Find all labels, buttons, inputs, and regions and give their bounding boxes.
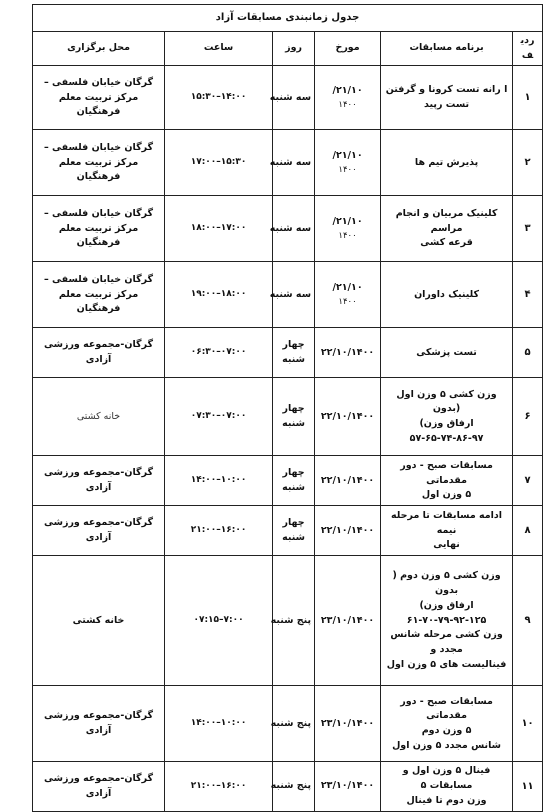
- program-line: ۶۱-۷۰-۷۹-۹۲-۱۲۵: [406, 614, 487, 626]
- program-line: ادامه مسابقات تا مرحله نیمه: [391, 509, 503, 536]
- location-line: مرکز تربیت معلم: [58, 288, 139, 300]
- program-line: پذیرش تیم ها: [414, 156, 479, 168]
- program-line: وزن دوم تا فینال: [406, 794, 487, 806]
- table-row: [33, 262, 543, 328]
- location-line: مرکز تربیت معلم: [58, 91, 139, 103]
- time-cell: ۱۷:۰۰–۱۵:۳۰: [165, 130, 273, 196]
- day-line: شنبه: [282, 481, 305, 493]
- day-line: چهار: [282, 517, 305, 529]
- day-cell: [273, 378, 315, 456]
- date-cell: [315, 66, 381, 130]
- program-line: مسابقات صبح - دور مقدماتی: [400, 695, 493, 722]
- schedule-table: [32, 4, 543, 812]
- table-row: [33, 378, 543, 456]
- location-line: فرهنگیان: [76, 237, 121, 249]
- date-line: ۱۴۰۰: [338, 164, 357, 175]
- location-line: گرگان خیابان فلسفی –: [43, 273, 154, 285]
- location-line: فرهنگیان: [76, 106, 121, 118]
- location-line: آزادی: [85, 531, 112, 543]
- table-row: [33, 556, 543, 686]
- time-cell: ۱۵:۳۰–۱۴:۰۰: [165, 66, 273, 130]
- date-cell: ۲۲/۱۰/۱۴۰۰: [315, 328, 381, 378]
- day-cell: [270, 556, 315, 686]
- row-number-cell: ۹: [513, 556, 543, 686]
- program-line: ۵ وزن اول: [421, 489, 472, 501]
- date-cell: ۲۳/۱۰/۱۴۰۰: [315, 556, 381, 686]
- location-cell: [33, 378, 165, 456]
- day-cell: [273, 328, 315, 378]
- location-line: فرهنگیان: [76, 303, 121, 315]
- table-row: [33, 130, 543, 196]
- time-cell: ۰۷:۱۵–۷:۰۰: [165, 556, 273, 686]
- time-cell: ۱۴:۰۰–۱۰:۰۰: [165, 456, 273, 506]
- table-body: [33, 66, 543, 811]
- header-program: برنامه مسابقات: [381, 32, 513, 66]
- day-line: چهار: [282, 339, 305, 351]
- row-number-cell: ۱: [513, 66, 543, 130]
- table-row: [33, 328, 543, 378]
- day-line: شنبه: [282, 353, 305, 365]
- program-line: ۵۷-۶۵-۷۴-۸۶-۹۷: [409, 432, 484, 444]
- table-row: [33, 686, 543, 762]
- location-line: مرکز تربیت معلم: [58, 156, 139, 168]
- program-line: وزن کشی ۵ وزن دوم ( بدون: [392, 570, 501, 597]
- row-number-cell: ۴: [513, 262, 543, 328]
- day-line: سه شنبه: [269, 222, 312, 234]
- program-line: فینالیست های ۵ وزن اول: [386, 658, 507, 670]
- day-cell: [269, 262, 315, 328]
- day-cell: [269, 130, 315, 196]
- location-cell: [33, 262, 165, 328]
- day-line: شنبه: [282, 531, 305, 543]
- table-row: [33, 762, 543, 811]
- time-cell: ۱۸:۰۰–۱۷:۰۰: [165, 196, 273, 262]
- date-cell: [315, 262, 381, 328]
- row-number-cell: ۱۱: [513, 762, 543, 811]
- date-cell: ۲۲/۱۰/۱۴۰۰: [315, 506, 381, 556]
- program-cell: [381, 506, 513, 556]
- program-line: مسابقات صبح - دور مقدماتی: [400, 459, 493, 486]
- time-cell: ۰۷:۳۰–۰۷:۰۰: [165, 378, 273, 456]
- date-line: ۲۱/۱۰/: [332, 84, 363, 96]
- schedule-sheet: [32, 4, 542, 812]
- header-date: مورخ: [315, 32, 381, 66]
- day-line: پنج شنبه: [270, 614, 312, 626]
- location-line: فرهنگیان: [76, 171, 121, 183]
- location-line: آزادی: [85, 724, 112, 736]
- date-line: ۲۱/۱۰/: [332, 149, 363, 161]
- row-number-cell: ۲: [513, 130, 543, 196]
- day-line: سه شنبه: [269, 288, 312, 300]
- location-cell: [33, 556, 165, 686]
- date-cell: [315, 130, 381, 196]
- date-cell: [315, 196, 381, 262]
- program-line: ارفاق وزن): [419, 417, 474, 429]
- location-line: گرگان خیابان فلسفی –: [43, 76, 154, 88]
- day-cell: [269, 66, 315, 130]
- header-row: [33, 32, 543, 66]
- table-row: [33, 196, 543, 262]
- time-cell: ۲۱:۰۰–۱۶:۰۰: [165, 506, 273, 556]
- title-row: [33, 5, 543, 32]
- day-line: سه شنبه: [269, 91, 312, 103]
- location-cell: [33, 66, 165, 130]
- program-line: کلینیک مربیان و انجام مراسم: [395, 207, 498, 234]
- program-cell: [381, 66, 513, 130]
- row-number-cell: ۶: [513, 378, 543, 456]
- day-line: پنج شنبه: [270, 780, 312, 792]
- day-line: سه شنبه: [269, 156, 312, 168]
- header-day: روز: [273, 32, 315, 66]
- program-cell: [381, 456, 513, 506]
- day-cell: [273, 506, 315, 556]
- program-cell: [381, 130, 513, 196]
- location-cell: [33, 686, 165, 762]
- program-line: شانس مجدد ۵ وزن اول: [392, 739, 502, 751]
- location-line: خانه کشتی: [76, 410, 121, 422]
- location-line: آزادی: [85, 481, 112, 493]
- time-cell: ۲۱:۰۰–۱۶:۰۰: [165, 762, 273, 811]
- date-line: ۱۴۰۰: [338, 296, 357, 307]
- location-line: گرگان-مجموعه ورزشی: [44, 710, 154, 722]
- day-cell: [270, 762, 315, 811]
- day-line: پنج شنبه: [270, 717, 312, 729]
- program-line: قرعه کشی: [420, 237, 473, 249]
- program-line: وزن کشی ۵ وزن اول (بدون: [396, 388, 497, 415]
- program-cell: [381, 686, 513, 762]
- program-line: ارفاق وزن): [419, 599, 474, 611]
- location-line: گرگان خیابان فلسفی –: [43, 207, 154, 219]
- date-cell: ۲۲/۱۰/۱۴۰۰: [315, 456, 381, 506]
- program-line: تست پزشکی: [416, 346, 477, 358]
- date-cell: ۲۲/۱۰/۱۴۰۰: [315, 378, 381, 456]
- date-line: ۲۱/۱۰/: [332, 215, 363, 227]
- location-cell: [33, 328, 165, 378]
- day-line: چهار: [282, 403, 305, 415]
- program-cell: [381, 196, 513, 262]
- time-cell: ۱۹:۰۰–۱۸:۰۰: [165, 262, 273, 328]
- program-cell: [381, 378, 513, 456]
- program-cell: [381, 328, 513, 378]
- header-location: محل برگزاری: [33, 32, 165, 66]
- program-line: تست رپید: [424, 98, 470, 110]
- location-line: گرگان خیابان فلسفی –: [43, 141, 154, 153]
- program-cell: [381, 556, 513, 686]
- date-line: ۱۴۰۰: [338, 99, 357, 110]
- table-row: [33, 66, 543, 130]
- location-cell: [33, 506, 165, 556]
- location-line: مرکز تربیت معلم: [58, 222, 139, 234]
- location-cell: [33, 130, 165, 196]
- program-line: ۵ وزن دوم: [421, 724, 472, 736]
- table-row: [33, 456, 543, 506]
- program-line: نهایی: [433, 539, 460, 551]
- day-cell: [273, 456, 315, 506]
- row-number-cell: ۳: [513, 196, 543, 262]
- table-row: [33, 506, 543, 556]
- location-line: گرگان-مجموعه ورزشی: [44, 467, 154, 479]
- location-cell: [33, 762, 165, 811]
- location-line: گرگان-مجموعه ورزشی: [44, 517, 154, 529]
- location-line: آزادی: [85, 787, 112, 799]
- location-line: خانه کشتی: [72, 614, 125, 626]
- time-cell: ۰۶:۳۰–۰۷:۰۰: [165, 328, 273, 378]
- program-cell: [381, 262, 513, 328]
- date-line: ۱۴۰۰: [338, 230, 357, 241]
- row-number-cell: ۵: [513, 328, 543, 378]
- location-line: گرگان-مجموعه ورزشی: [44, 339, 154, 351]
- program-line: فینال ۵ وزن اول و مسابقات ۵: [402, 765, 491, 792]
- row-number-cell: ۱۰: [513, 686, 543, 762]
- program-line: کلینیک داوران: [414, 288, 480, 300]
- time-cell: ۱۴:۰۰–۱۰:۰۰: [165, 686, 273, 762]
- row-number-cell: ۷: [513, 456, 543, 506]
- table-title: جدول زمانبندی مسابقات آزاد: [33, 5, 543, 32]
- location-line: گرگان-مجموعه ورزشی: [44, 772, 154, 784]
- location-cell: [33, 456, 165, 506]
- date-line: ۲۱/۱۰/: [332, 281, 363, 293]
- location-line: آزادی: [85, 353, 112, 365]
- header-time: ساعت: [165, 32, 273, 66]
- header-row-number: ردیف: [513, 32, 543, 66]
- row-number-cell: ۸: [513, 506, 543, 556]
- program-cell: [381, 762, 513, 811]
- date-cell: ۲۳/۱۰/۱۴۰۰: [315, 762, 381, 811]
- date-cell: ۲۳/۱۰/۱۴۰۰: [315, 686, 381, 762]
- location-cell: [33, 196, 165, 262]
- day-cell: [270, 686, 315, 762]
- day-line: شنبه: [282, 417, 305, 429]
- day-cell: [269, 196, 315, 262]
- program-line: وزن کشی مرحله شانس مجدد و: [390, 629, 503, 656]
- program-line: ا رانه تست کرونا و گرفتن: [385, 84, 508, 96]
- day-line: چهار: [282, 467, 305, 479]
